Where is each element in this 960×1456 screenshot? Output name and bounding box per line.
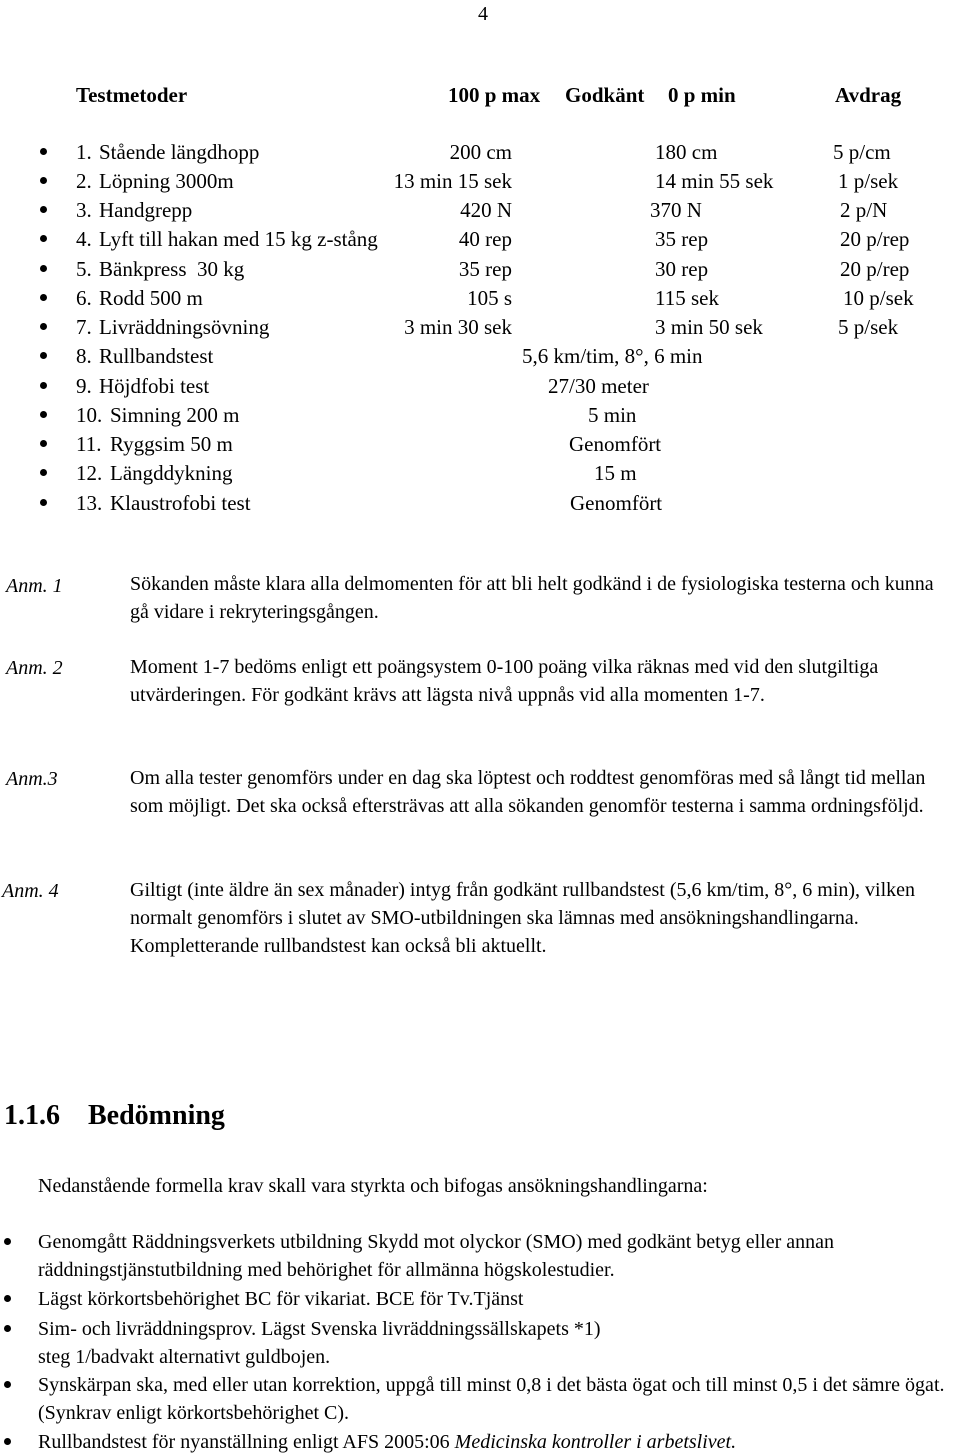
list-item-text: Rullbandstest för nyanställning enligt AFS 2005:06 bbox=[38, 1431, 455, 1453]
row-name: Bänkpress 30 kg bbox=[99, 257, 245, 281]
row-name: Livräddningsövning bbox=[99, 315, 270, 339]
row-name: Löpning 3000m bbox=[99, 169, 234, 193]
note-text: Moment 1-7 bedöms enligt ett poängsystem 0-100 poäng vilka räknas med vid den slutgiltiga utvärderingen. För godkänt krävs att lägsta nivå uppnås vid alla momenten 1-7. bbox=[130, 656, 879, 706]
section-title: Bedömning bbox=[88, 1100, 225, 1131]
bullet-icon bbox=[4, 1381, 11, 1388]
row-name: Simning 200 m bbox=[110, 403, 240, 427]
note-text: Giltigt (inte äldre än sex månader) intyg från godkänt rullbandstest (5,6 km/tim, 8°, 6 min), vilken normalt genomförs i slutet av SMO-utbildningen ska lämnas med ansökningshandlingarna. Kompletterande rullbandstest kan också bli aktuellt. bbox=[130, 879, 916, 957]
bullet-icon bbox=[4, 1238, 11, 1245]
bullet-icon bbox=[4, 1325, 11, 1332]
row-deduction: 20 p/rep bbox=[840, 227, 910, 251]
bullet-icon bbox=[40, 148, 47, 155]
row-max: 13 min 15 sek bbox=[393, 169, 512, 193]
header-max: 100 p max bbox=[448, 83, 541, 107]
note-label: Anm. 4 bbox=[2, 880, 59, 902]
bullet-icon bbox=[40, 411, 47, 418]
header-min: 0 p min bbox=[668, 83, 736, 107]
row-pass: 5 min bbox=[588, 403, 637, 427]
row-pass: 5,6 km/tim, 8°, 6 min bbox=[522, 344, 703, 368]
header-deduction: Avdrag bbox=[835, 83, 902, 107]
row-number: 3. bbox=[76, 198, 92, 222]
list-item: Synskärpan ska, med eller utan korrektion, uppgå till minst 0,8 i det bästa ögat och till minst 0,5 i det sämre ögat. (Synkrav enligt körkortsbehörighet C). bbox=[38, 1374, 945, 1424]
header-pass: Godkänt bbox=[565, 83, 645, 107]
bullet-icon bbox=[40, 235, 47, 242]
row-deduction: 20 p/rep bbox=[840, 257, 910, 281]
section-number: 1.1.6 bbox=[4, 1100, 60, 1131]
list-item-italic: Medicinska kontroller i arbetslivet. bbox=[454, 1431, 737, 1453]
note-text: Sökanden måste klara alla delmomenten för att bli helt godkänd i de fysiologiska testerna och kunna gå vidare i rekryteringsgången. bbox=[130, 573, 934, 623]
note-label: Anm. 1 bbox=[6, 575, 63, 597]
row-number: 6. bbox=[76, 286, 92, 310]
bullet-icon bbox=[40, 177, 47, 184]
row-deduction: 5 p/sek bbox=[838, 315, 899, 339]
bullet-icon bbox=[40, 352, 47, 359]
section-intro: Nedanstående formella krav skall vara styrkta och bifogas ansökningshandlingarna: bbox=[38, 1175, 708, 1197]
row-name: Handgrepp bbox=[99, 198, 193, 222]
row-max: 200 cm bbox=[449, 140, 512, 164]
row-max: 420 N bbox=[460, 198, 512, 222]
header-method: Testmetoder bbox=[76, 83, 188, 107]
row-min: 35 rep bbox=[655, 227, 709, 251]
list-item bbox=[38, 1315, 960, 1371]
row-min: 14 min 55 sek bbox=[655, 169, 774, 193]
row-name: Längddykning bbox=[110, 461, 233, 485]
row-name: Stående längdhopp bbox=[99, 140, 260, 164]
bullet-icon bbox=[4, 1438, 11, 1445]
row-min: 3 min 50 sek bbox=[655, 315, 763, 339]
row-pass: Genomfört bbox=[570, 491, 663, 515]
row-name: Rodd 500 m bbox=[99, 286, 203, 310]
row-name: Rullbandstest bbox=[99, 344, 214, 368]
row-number: 10. bbox=[76, 403, 103, 427]
bullet-icon bbox=[40, 382, 47, 389]
list-item-line: Sim- och livräddningsprov. Lägst Svenska livräddningssällskapets *1) bbox=[38, 1318, 601, 1340]
row-max: 40 rep bbox=[458, 227, 512, 251]
row-name: Höjdfobi test bbox=[99, 374, 210, 398]
note-text: Om alla tester genomförs under en dag ska löptest och roddtest genomföras med så långt tid mellan som möjligt. Det ska också eftersträvas att alla sökanden genomför testerna i samma ordningsföljd. bbox=[130, 767, 926, 817]
row-number: 11. bbox=[76, 432, 102, 456]
bullet-icon bbox=[40, 323, 47, 330]
row-min: 370 N bbox=[650, 198, 702, 222]
row-number: 13. bbox=[76, 491, 103, 515]
row-number: 5. bbox=[76, 257, 92, 281]
row-max: 105 s bbox=[467, 286, 512, 310]
row-min: 180 cm bbox=[655, 140, 718, 164]
row-number: 9. bbox=[76, 374, 92, 398]
page-number: 4 bbox=[478, 3, 488, 25]
bullet-icon bbox=[40, 265, 47, 272]
list-item bbox=[38, 1428, 960, 1456]
row-max: 35 rep bbox=[458, 257, 512, 281]
bullet-icon bbox=[40, 440, 47, 447]
note-label: Anm. 2 bbox=[6, 657, 63, 679]
row-deduction: 5 p/cm bbox=[833, 140, 891, 164]
bullet-icon bbox=[40, 469, 47, 476]
row-number: 12. bbox=[76, 461, 103, 485]
row-pass: 15 m bbox=[594, 461, 637, 485]
list-item: Lägst körkortsbehörighet BC för vikariat. BCE för Tv.Tjänst bbox=[38, 1288, 524, 1310]
row-name: Lyft till hakan med 15 kg z-stång bbox=[99, 227, 378, 251]
row-name: Klaustrofobi test bbox=[110, 491, 251, 515]
row-pass: 27/30 meter bbox=[548, 374, 649, 398]
bullet-icon bbox=[4, 1295, 11, 1302]
row-name: Ryggsim 50 m bbox=[110, 432, 233, 456]
row-deduction: 2 p/N bbox=[840, 198, 888, 222]
row-number: 8. bbox=[76, 344, 92, 368]
list-item: Genomgått Räddningsverkets utbildning Skydd mot olyckor (SMO) med godkänt betyg eller annan räddningstjänstutbildning med behörighet för allmänna högskolestudier. bbox=[38, 1231, 834, 1281]
row-min: 115 sek bbox=[655, 286, 719, 310]
list-item-line: steg 1/badvakt alternativt guldbojen. bbox=[38, 1346, 331, 1368]
note-label: Anm.3 bbox=[6, 768, 58, 790]
row-deduction: 1 p/sek bbox=[838, 169, 899, 193]
row-number: 1. bbox=[76, 140, 92, 164]
row-max: 3 min 30 sek bbox=[404, 315, 512, 339]
row-deduction: 10 p/sek bbox=[843, 286, 914, 310]
row-pass: Genomfört bbox=[569, 432, 662, 456]
bullet-icon bbox=[40, 206, 47, 213]
bullet-icon bbox=[40, 294, 47, 301]
bullet-icon bbox=[40, 499, 47, 506]
row-min: 30 rep bbox=[655, 257, 709, 281]
row-number: 7. bbox=[76, 315, 92, 339]
row-number: 2. bbox=[76, 169, 92, 193]
row-number: 4. bbox=[76, 227, 92, 251]
